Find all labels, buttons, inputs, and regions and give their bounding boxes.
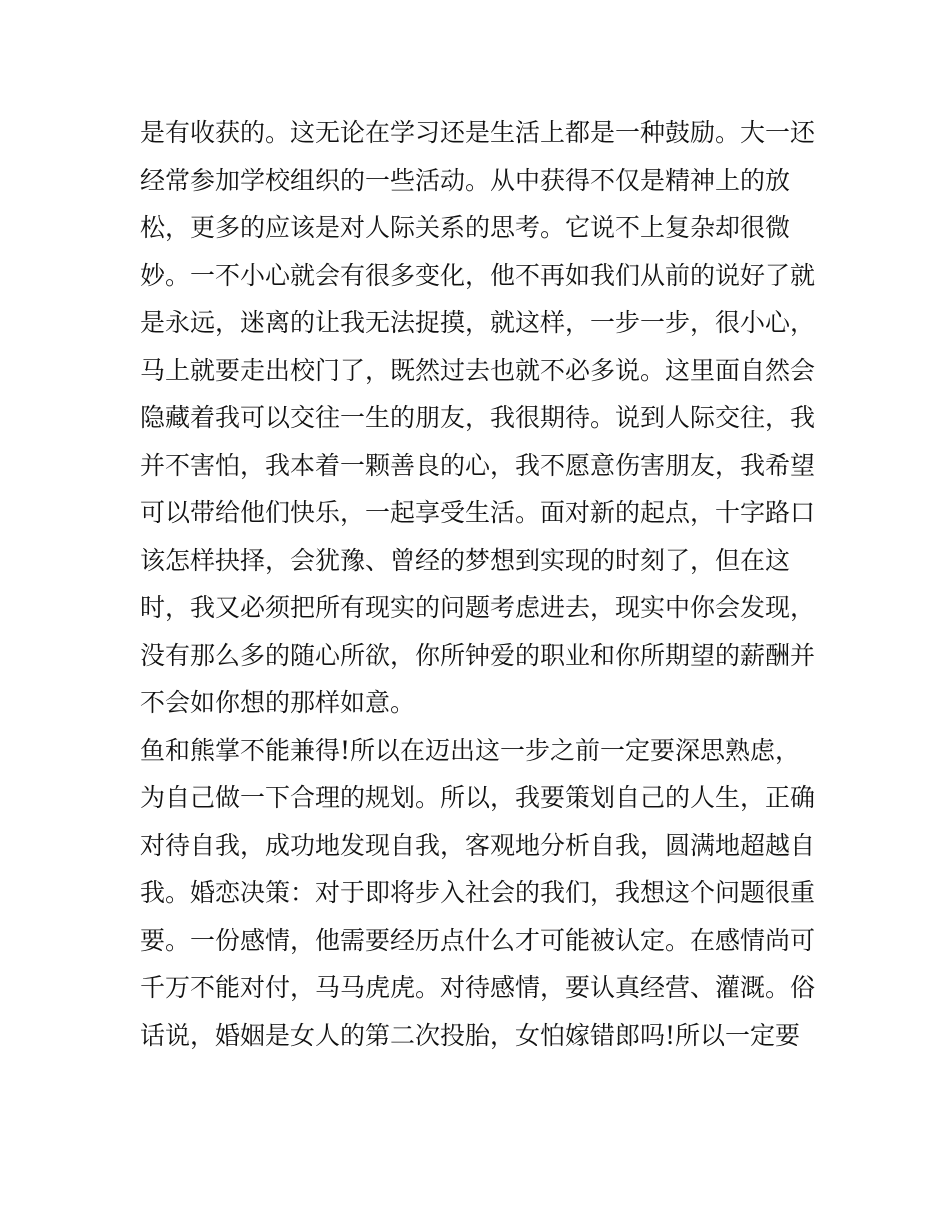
text-line: 鱼和熊掌不能兼得!所以在迈出这一步之前一定要深思熟虑， <box>140 735 801 765</box>
text-line: 该怎样抉择，会犹豫、曾经的梦想到实现的时刻了，但在这 <box>140 545 791 575</box>
text-line: 时，我又必须把所有现实的问题考虑进去，现实中你会发现， <box>140 593 816 622</box>
text-line: 我。婚恋决策：对于即将步入社会的我们，我想这个问题很重 <box>140 878 816 907</box>
text-line: 妙。一不小心就会有很多变化，他不再如我们从前的说好了就 <box>140 260 816 290</box>
text-line: 隐藏着我可以交往一生的朋友，我很期待。说到人际交往，我 <box>140 403 816 432</box>
text-line: 可以带给他们快乐，一起享受生活。面对新的起点，十字路口 <box>140 498 816 527</box>
text-line: 为自己做一下合理的规划。所以，我要策划自己的人生，正确 <box>140 783 816 812</box>
text-line: 经常参加学校组织的一些活动。从中获得不仅是精神上的放 <box>140 165 791 195</box>
text-line: 是永远，迷离的让我无法捉摸，就这样，一步一步，很小心， <box>140 308 816 337</box>
text-line: 要。一份感情，他需要经历点什么才可能被认定。在感情尚可 <box>140 925 816 955</box>
body-text <box>140 109 830 1059</box>
text-line: 并不害怕，我本着一颗善良的心，我不愿意伤害朋友，我希望 <box>140 450 816 480</box>
text-line: 是有收获的。这无论在学习还是生活上都是一种鼓励。大一还 <box>140 118 816 147</box>
text-line: 没有那么多的随心所欲，你所钟爱的职业和你所期望的薪酬并 <box>140 640 816 670</box>
text-line: 马上就要走出校门了，既然过去也就不必多说。这里面自然会 <box>140 355 816 385</box>
text-line: 不会如你想的那样如意。 <box>140 688 416 717</box>
text-line: 话说，婚姻是女人的第二次投胎，女怕嫁错郎吗!所以一定要 <box>140 1020 801 1050</box>
text-line: 对待自我，成功地发现自我，客观地分析自我，圆满地超越自 <box>140 830 816 860</box>
text-line: 千万不能对付，马马虎虎。对待感情，要认真经营、灌溉。俗 <box>140 973 816 1002</box>
text-line: 松，更多的应该是对人际关系的思考。它说不上复杂却很微 <box>140 213 791 242</box>
